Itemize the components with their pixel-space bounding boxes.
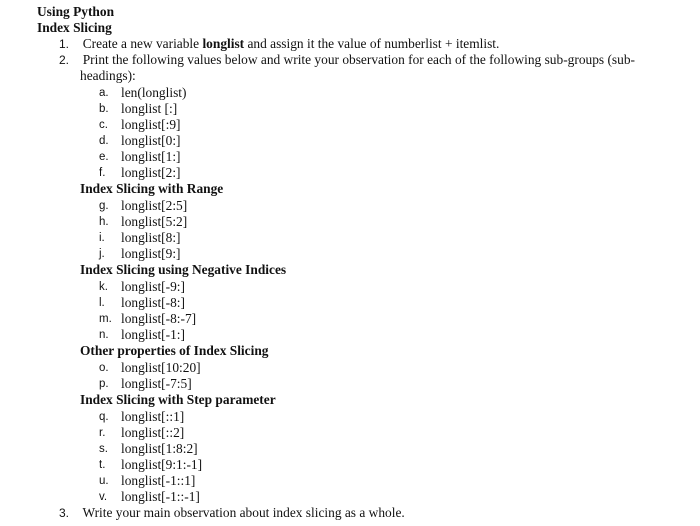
numbered-item-2-continuation: headings): [80, 68, 136, 83]
item-text: Print the following values below and write your observation for each of the following sub-groups (sub- [82, 52, 635, 67]
item-number: 2. [59, 53, 70, 67]
list-text: longlist[1:] [121, 149, 181, 164]
list-text: len(longlist) [121, 85, 187, 100]
list-letter: v. [99, 491, 108, 503]
list-text: longlist[-1:] [121, 327, 185, 342]
numbered-item-1 [59, 36, 499, 52]
list-text: longlist[-9:] [121, 279, 185, 294]
list-letter: c. [99, 119, 108, 131]
list-letter: m. [99, 313, 112, 325]
item-text-bold: longlist [202, 36, 245, 51]
list-text: longlist[9:1:-1] [121, 457, 203, 472]
item-text: Write your main observation about index slicing as a whole. [82, 505, 405, 520]
item-number: 1. [59, 37, 70, 51]
list-letter: l. [99, 297, 105, 309]
list-letter: j. [99, 248, 105, 260]
list-text: longlist[10:20] [121, 360, 201, 375]
list-text: longlist[:9] [121, 117, 181, 132]
list-letter: i. [99, 232, 105, 244]
list-letter: q. [99, 411, 109, 423]
sub-heading-range: Index Slicing with Range [80, 181, 224, 196]
list-letter: b. [99, 103, 109, 115]
list-text: longlist[0:] [121, 133, 181, 148]
list-letter: u. [99, 475, 109, 487]
list-letter: p. [99, 378, 109, 390]
sub-heading-other: Other properties of Index Slicing [80, 343, 269, 358]
list-text: longlist[::1] [121, 409, 185, 424]
list-text: longlist[::2] [121, 425, 185, 440]
list-text: longlist[-8:-7] [121, 311, 197, 326]
list-letter: r. [99, 427, 106, 439]
list-text: longlist[8:] [121, 230, 181, 245]
list-letter: n. [99, 329, 109, 341]
section-heading-index-slicing: Index Slicing [37, 20, 112, 35]
document-title: Using Python [37, 4, 115, 19]
list-text: longlist[5:2] [121, 214, 188, 229]
list-letter: o. [99, 362, 109, 374]
item-text-part: Create a new variable [82, 36, 203, 51]
list-text: longlist[9:] [121, 246, 181, 261]
item-number: 3. [59, 506, 70, 520]
list-letter: f. [99, 167, 106, 179]
list-letter: g. [99, 200, 109, 212]
sub-heading-negative: Index Slicing using Negative Indices [80, 262, 287, 277]
item-text-part: and assign it the value of numberlist + itemlist. [244, 36, 500, 51]
list-letter: d. [99, 135, 109, 147]
list-text: longlist[1:8:2] [121, 441, 198, 456]
list-letter: a. [99, 87, 109, 99]
list-text: longlist[-8:] [121, 295, 185, 310]
list-letter: h. [99, 216, 109, 228]
numbered-item-3 [59, 505, 405, 521]
sub-heading-step: Index Slicing with Step parameter [80, 392, 276, 407]
list-text: longlist [:] [121, 101, 178, 116]
list-letter: s. [99, 443, 108, 455]
list-text: longlist[2:5] [121, 198, 188, 213]
list-letter: k. [99, 281, 108, 293]
numbered-item-2 [59, 52, 635, 68]
list-text: longlist[-1::1] [121, 473, 196, 488]
list-letter: e. [99, 151, 109, 163]
list-text: longlist[-1::-1] [121, 489, 200, 504]
list-text: longlist[2:] [121, 165, 181, 180]
list-letter: t. [99, 459, 106, 471]
list-text: longlist[-7:5] [121, 376, 192, 391]
